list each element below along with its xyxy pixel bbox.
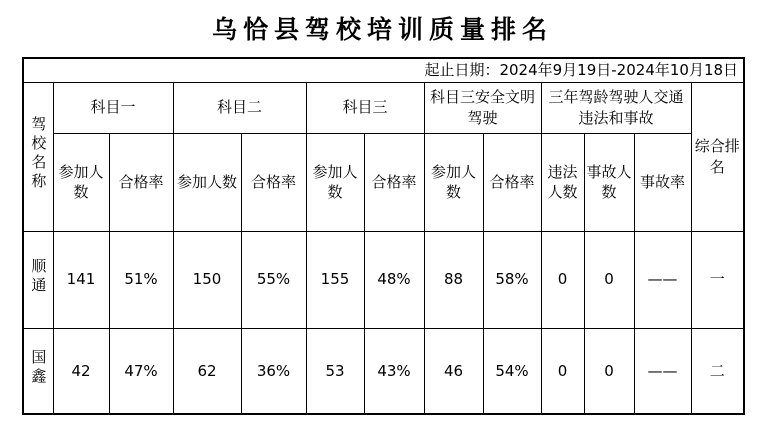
- subject3-safety-passrate-cell: 54%: [483, 328, 541, 414]
- school-name-header-label: 驾校名称: [29, 115, 48, 192]
- subject3-safety-participants-header: 参加人数: [424, 133, 483, 231]
- table-row-guoxin: [23, 328, 744, 414]
- subject3-passrate-header: 合格率: [364, 133, 424, 231]
- subject2-passrate-cell: 36%: [241, 328, 306, 414]
- overall-rank-cell: 二: [691, 328, 744, 414]
- page-title: 乌恰县驾校培训质量排名: [211, 15, 553, 44]
- school-name-label: 顺通: [29, 257, 48, 296]
- subject1-passrate-header: 合格率: [109, 133, 173, 231]
- subject3-safety-passrate-cell: 58%: [483, 231, 541, 328]
- school-name-cell: [23, 328, 53, 414]
- subject1-participants-header: 参加人数: [53, 133, 109, 231]
- date-row: [23, 58, 744, 82]
- subject3-participants-cell: 53: [306, 328, 364, 414]
- header-row-groups: [23, 82, 744, 133]
- school-name-header-cell: [23, 82, 53, 231]
- subject3-safety-participants-cell: 46: [424, 328, 483, 414]
- subject1-passrate-cell: 51%: [109, 231, 173, 328]
- accident-rate-cell: ——: [634, 231, 691, 328]
- ranking-table: [22, 57, 745, 415]
- violation-count-cell: 0: [541, 328, 584, 414]
- group-subject1-cell: 科目一: [53, 82, 173, 133]
- subject3-safety-passrate-header: 合格率: [483, 133, 541, 231]
- group-subject3-safety-cell: 科目三安全文明驾驶: [424, 82, 541, 133]
- group-subject3-cell: 科目三: [306, 82, 424, 133]
- school-name-cell: [23, 231, 53, 328]
- date-range-cell: 起止日期：2024年9月19日-2024年10月18日: [23, 58, 744, 82]
- subject1-participants-cell: 141: [53, 231, 109, 328]
- subject2-participants-cell: 62: [173, 328, 241, 414]
- group-violations-accidents-cell: 三年驾龄驾驶人交通违法和事故: [541, 82, 691, 133]
- overall-rank-cell: 一: [691, 231, 744, 328]
- subject2-participants-header: 参加人数: [173, 133, 241, 231]
- subject3-participants-header: 参加人数: [306, 133, 364, 231]
- header-row-subheaders: [23, 133, 744, 231]
- subject1-passrate-cell: 47%: [109, 328, 173, 414]
- accident-count-cell: 0: [584, 328, 634, 414]
- subject2-passrate-cell: 55%: [241, 231, 306, 328]
- table-row-shuntong: [23, 231, 744, 328]
- accident-count-cell: 0: [584, 231, 634, 328]
- subject3-passrate-cell: 48%: [364, 231, 424, 328]
- accident-count-header: 事故人数: [584, 133, 634, 231]
- school-name-label: 国鑫: [29, 349, 48, 388]
- subject2-participants-cell: 150: [173, 231, 241, 328]
- accident-rate-cell: ——: [634, 328, 691, 414]
- group-subject2-cell: 科目二: [173, 82, 306, 133]
- subject3-passrate-cell: 43%: [364, 328, 424, 414]
- subject3-participants-cell: 155: [306, 231, 364, 328]
- subject3-safety-participants-cell: 88: [424, 231, 483, 328]
- subject2-passrate-header: 合格率: [241, 133, 306, 231]
- accident-rate-header: 事故率: [634, 133, 691, 231]
- violation-count-header: 违法人数: [541, 133, 584, 231]
- overall-rank-header-cell: 综合排名: [691, 82, 744, 231]
- subject1-participants-cell: 42: [53, 328, 109, 414]
- violation-count-cell: 0: [541, 231, 584, 328]
